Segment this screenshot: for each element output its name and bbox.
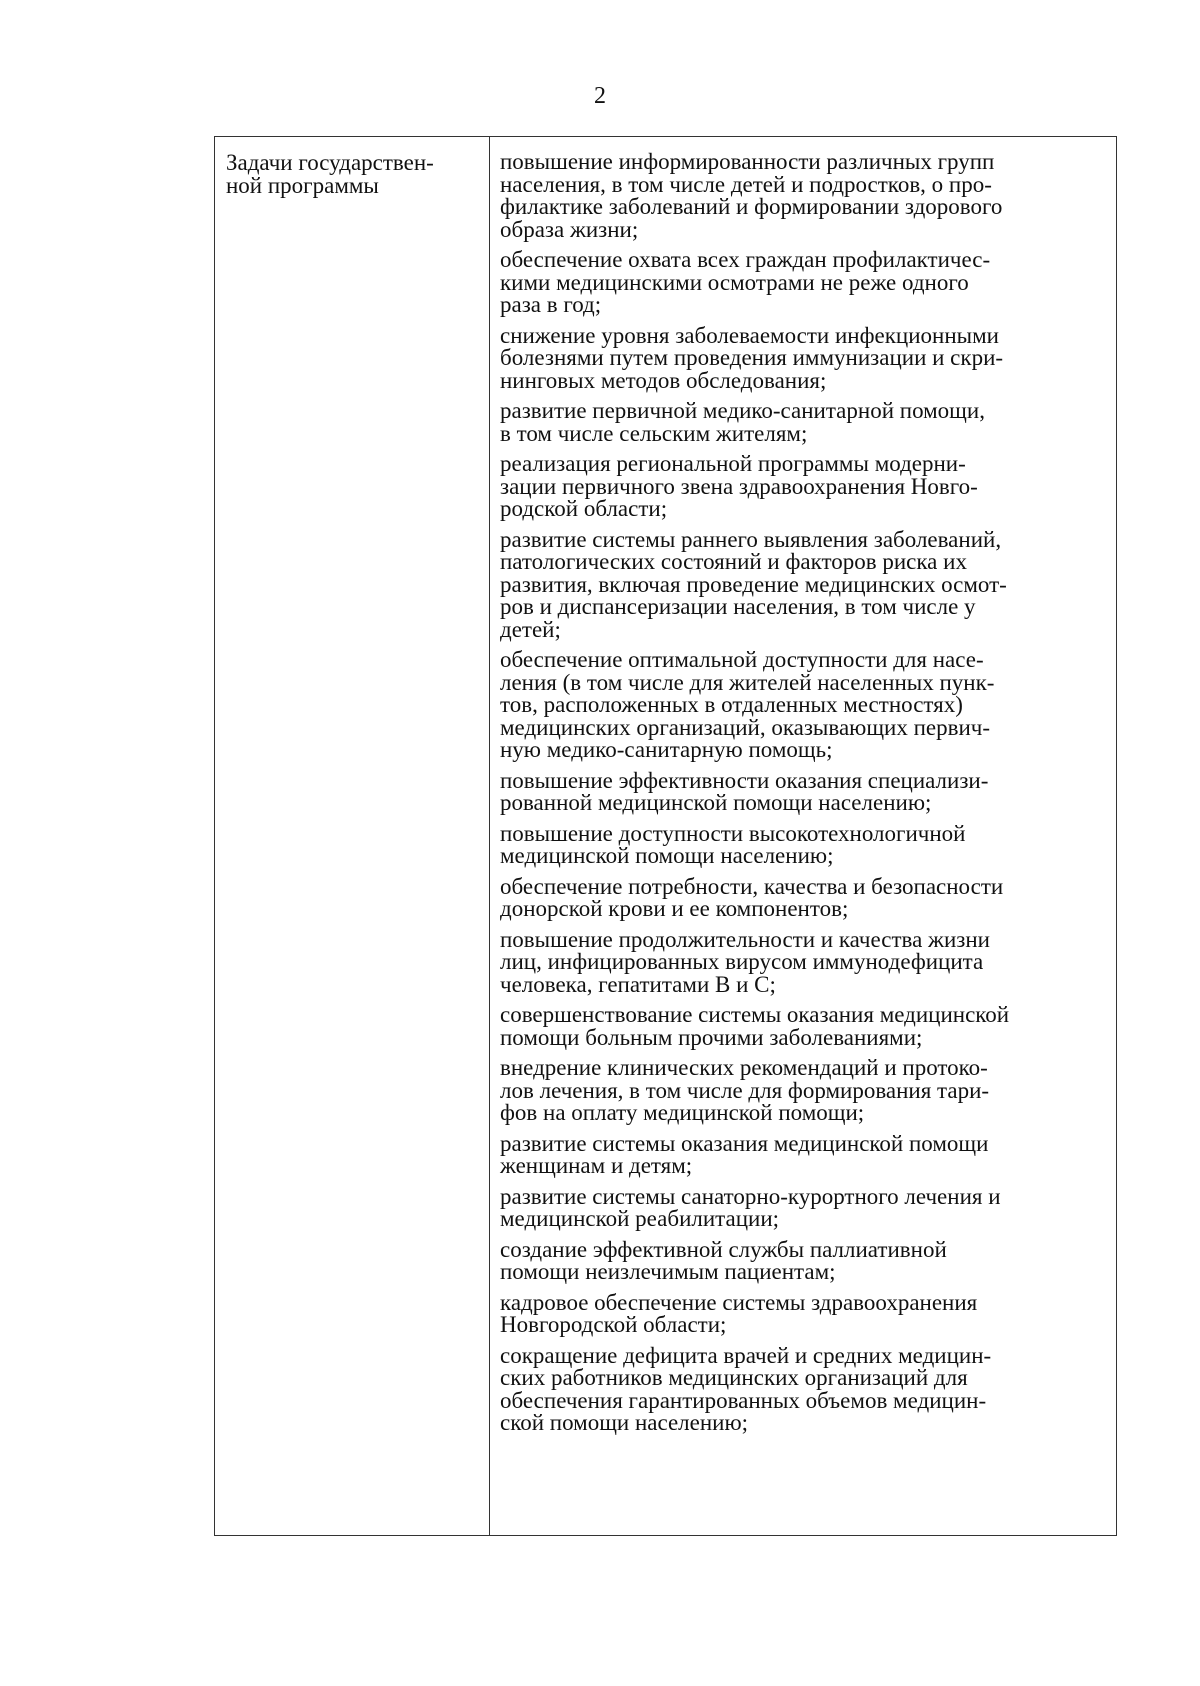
task-item: реализация региональной программы модерни- зации первичного звена здравоохранения Новго- родской области; xyxy=(500,451,978,521)
task-item: обеспечение охвата всех граждан профилактичес- кими медицинскими осмотрами не реже одного раза в год; xyxy=(500,247,991,317)
tasks-header-label: Задачи государствен- ной программы xyxy=(226,150,434,198)
task-item: повышение продолжительности и качества жизни лиц, инфицированных вирусом иммунодефицита человека, гепатитами В и С; xyxy=(500,926,990,997)
task-item: совершенствование системы оказания медицинской помощи больным прочими заболеваниями; xyxy=(500,1002,1010,1050)
task-item: развитие системы санаторно-курортного лечения и медицинской реабилитации; xyxy=(500,1183,1001,1231)
task-item: развитие системы оказания медицинской помощи женщинам и детям; xyxy=(500,1130,989,1178)
task-item: обеспечение потребности, качества и безопасности донорской крови и ее компонентов; xyxy=(500,873,1004,921)
task-item: создание эффективной службы паллиативной помощи неизлечимым пациентам; xyxy=(500,1236,947,1284)
task-item: развитие системы раннего выявления заболеваний, патологических состояний и факторов риска их развития, включая проведение медицинских осмот- ров и диспансеризации населения, в том числе у детей; xyxy=(500,526,1007,642)
task-item: повышение эффективности оказания специализи- рованной медицинской помощи населению; xyxy=(500,767,989,815)
task-item: повышение информированности различных групп населения, в том числе детей и подростков, о про- филактике заболеваний и формировании здорового образа жизни; xyxy=(500,149,1003,242)
task-item: внедрение клинических рекомендаций и протоко- лов лечения, в том числе для формирования тари- фов на оплату медицинской помощи; xyxy=(500,1055,990,1125)
table-right-column xyxy=(491,137,1116,1535)
task-item: снижение уровня заболеваемости инфекционными болезнями путем проведения иммунизации и скри- нинговых методов обследования; xyxy=(500,322,1004,393)
task-item: обеспечение оптимальной доступности для насе- ления (в том числе для жителей населенных пунк- тов, расположенных в отдаленных местностях) медицинских организаций, оказывающих первич- ную медико-санитарную помощь; xyxy=(500,647,995,762)
page-number: 2 xyxy=(594,83,606,109)
task-item: развитие первичной медико-санитарной помощи, в том числе сельским жителям; xyxy=(500,398,985,446)
task-item: кадровое обеспечение системы здравоохранения Новгородской области; xyxy=(500,1289,978,1337)
program-table xyxy=(214,136,1117,1536)
table-left-column xyxy=(215,137,490,1535)
task-item: сокращение дефицита врачей и средних медицин- ских работников медицинских организаций для обеспечения гарантированных объемов медицин- ской помощи населению; xyxy=(500,1342,992,1435)
task-item: повышение доступности высокотехнологичной медицинской помощи населению; xyxy=(500,820,966,868)
